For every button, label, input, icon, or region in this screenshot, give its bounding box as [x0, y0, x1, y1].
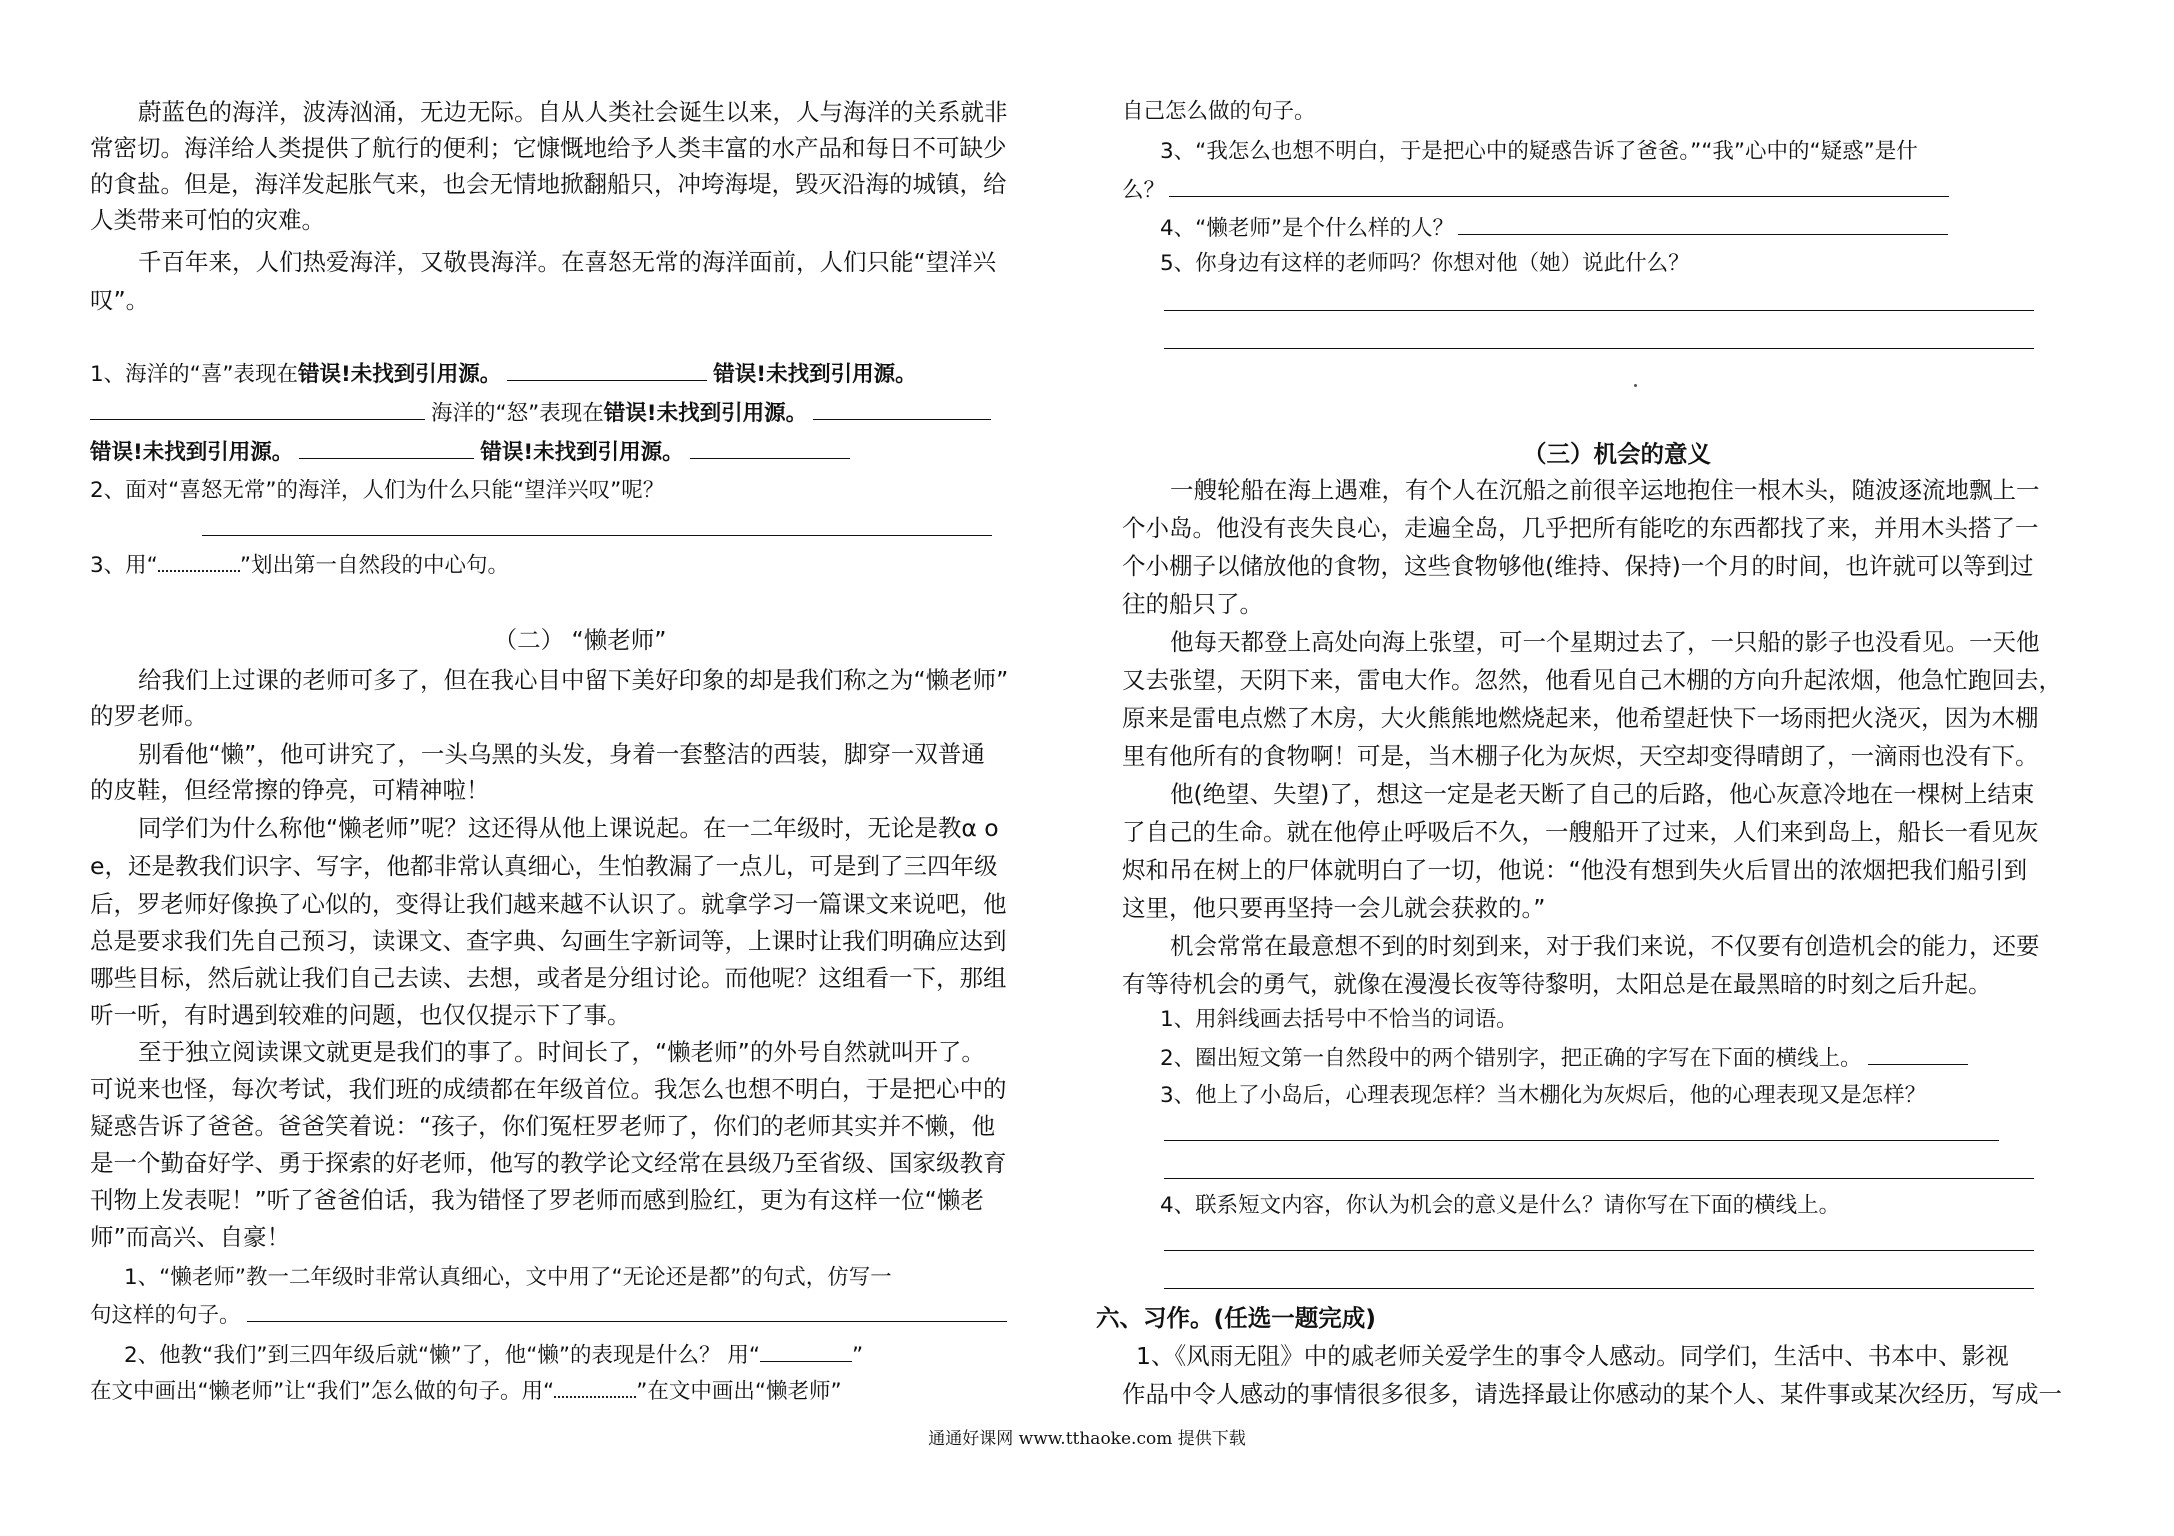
- passage2-line: 哪些目标，然后就让我们自己去读、去想，或者是分组讨论。而他呢？这组看一下，那组: [90, 964, 1007, 992]
- passage3-line: 一艘轮船在海上遇难，有个人在沉船之前很辛运地抱住一根木头，随波逐流地飘上一: [1170, 476, 2040, 504]
- passage3-line: 这里，他只要再坚持一会儿就会获救的。”: [1122, 894, 1546, 922]
- question-3: 3、“我怎么也想不明白，于是把心中的疑惑告诉了爸爸。”“我”心中的“疑惑”是什: [1160, 139, 1918, 164]
- passage1-line: 千百年来，人们热爱海洋，又敬畏海洋。在喜怒无常的海洋面前，人们只能“望洋兴: [138, 248, 997, 276]
- passage3-line: 里有他所有的食物啊！可是，当木棚子化为灰烬，天空却变得晴朗了，一滴雨也没有下。: [1122, 742, 2039, 770]
- question-text: ”在文中画出“懒老师”: [636, 1379, 842, 1404]
- question-text: 2、圈出短文第一自然段中的两个错别字，把正确的字写在下面的横线上。: [1160, 1046, 1862, 1071]
- passage2-line: 别看他“懒”，他可讲究了，一头乌黑的头发，身着一套整洁的西装，脚穿一双普通: [138, 740, 985, 768]
- question-1-text: 1、海洋的“喜”表现在: [90, 362, 298, 387]
- passage3-line: 个小岛。他没有丧失良心，走遍全岛，几乎把所有能吃的东西都找了来，并用木头搭了一: [1122, 514, 2039, 542]
- stray-dot: [1634, 384, 1637, 387]
- answer-blank[interactable]: [690, 432, 850, 459]
- answer-line[interactable]: [1164, 1288, 2034, 1289]
- passage2-line: 至于独立阅读课文就更是我们的事了。时间长了，“懒老师”的外号自然就叫开了。: [138, 1038, 985, 1066]
- error-text: 错误!未找到引用源。: [297, 362, 502, 387]
- passage2-line: 刊物上发表呢！”听了爸爸伯话，我为错怪了罗老师而感到脸红，更为有这样一位“懒老: [90, 1186, 984, 1214]
- passage3-line: 又去张望，天阴下来，雷电大作。忽然，他看见自己木棚的方向升起浓烟，他急忙跑回去，: [1122, 666, 2062, 694]
- passage1-line: 的食盐。但是，海洋发起胀气来，也会无情地掀翻船只，冲垮海堤，毁灭沿海的城镇，给: [90, 170, 1007, 198]
- passage2-line: 的罗老师。: [90, 702, 208, 730]
- passage2-line: 给我们上过课的老师可多了，但在我心目中留下美好印象的却是我们称之为“懒老师”: [138, 666, 1009, 694]
- passage3-line: 他每天都登上高处向海上张望，可一个星期过去了，一只船的影子也没看见。一天他: [1170, 628, 2040, 656]
- question-2: 2、面对“喜怒无常”的海洋，人们为什么只能“望洋兴叹”呢？: [90, 478, 665, 503]
- passage2-line: e，还是教我们识字、写字，他都非常认真细心，生怕教漏了一点儿，可是到了三四年级: [90, 852, 998, 880]
- answer-blank[interactable]: [299, 432, 474, 459]
- question-3: [90, 546, 509, 586]
- passage2-line: 听一听，有时遇到较难的问题，也仅仅提示下了事。: [90, 1001, 631, 1029]
- error-text: 错误!未找到引用源。: [90, 440, 294, 465]
- question-1-cont: [90, 393, 991, 434]
- passage3-line: 原来是雷电点燃了木房，大火熊熊地燃烧起来，他希望赶快下一场雨把火浇灭，因为木棚: [1122, 704, 2039, 732]
- question-2-2-cont: [90, 1372, 842, 1412]
- answer-line[interactable]: [1164, 1178, 2034, 1179]
- passage2-line: 同学们为什么称他“懒老师”呢？这还得从他上课说起。在一二年级时，无论是教α o: [138, 814, 999, 842]
- passage1-line: 人类带来可怕的灾难。: [90, 206, 325, 234]
- essay-line: 1、《风雨无阻》中的戚老师关爱学生的事令人感动。同学们，生活中、书本中、影视: [1136, 1342, 2009, 1370]
- question-text: 么？: [1122, 178, 1166, 203]
- question-1-cont: [90, 432, 850, 473]
- passage2-line: 的皮鞋，但经常擦的铮亮，可精神啦！: [90, 776, 490, 804]
- question-2-1: 1、“懒老师”教一二年级时非常认真细心，文中用了“无论还是都”的句式，仿写一: [124, 1265, 892, 1290]
- answer-line[interactable]: [1164, 1140, 1999, 1141]
- question-text: 2、他教“我们”到三四年级后就“懒”了，他“懒”的表现是什么？ 用“: [124, 1343, 760, 1368]
- page-footer: 通通好课网 www.tthaoke.com 提供下载: [928, 1429, 1246, 1449]
- question-text: ”: [852, 1343, 864, 1368]
- passage3-line: 机会常常在最意想不到的时刻到来，对于我们来说，不仅要有创造机会的能力，还要: [1170, 932, 2040, 960]
- answer-line[interactable]: [202, 535, 992, 536]
- error-text: 错误!未找到引用源。: [603, 401, 808, 426]
- section2-title: （二） “懒老师”: [493, 626, 667, 654]
- answer-line[interactable]: [1164, 1250, 2034, 1251]
- passage3-line: 个小棚子以储放他的食物，这些食物够他(维持、保持)一个月的时间，也许就可以等到过: [1122, 552, 2034, 580]
- answer-blank[interactable]: [1458, 208, 1948, 235]
- question-3-3: 3、他上了小岛后，心理表现怎样？当木棚化为灰烬后，他的心理表现又是怎样？: [1160, 1083, 1927, 1108]
- passage2-line: 后，罗老师好像换了心似的，变得让我们越来越不认识了。就拿学习一篇课文来说吧，他: [90, 890, 1007, 918]
- passage3-line: 了自己的生命。就在他停止呼吸后不久，一艘船开了过来，人们来到岛上，船长一看见灰: [1122, 818, 2039, 846]
- answer-blank[interactable]: [1169, 170, 1949, 197]
- passage2-line: 可说来也怪，每次考试，我们班的成绩都在年级首位。我怎么也想不明白，于是把心中的: [90, 1075, 1007, 1103]
- wavy-underline-sample: [554, 1374, 636, 1398]
- passage1-line: 叹”。: [90, 286, 150, 314]
- question-3-text: ”划出第一自然段的中心句。: [239, 553, 509, 578]
- passage3-line: 烬和吊在树上的尸体就明白了一切，他说：“他没有想到失火后冒出的浓烟把我们船引到: [1122, 856, 2028, 884]
- question-text: 句这样的句子。: [90, 1303, 241, 1328]
- answer-line[interactable]: [1164, 348, 2034, 349]
- answer-blank[interactable]: [1868, 1038, 1968, 1065]
- error-text: 错误!未找到引用源。: [480, 440, 684, 465]
- question-5: 5、你身边有这样的老师吗？你想对他（她）说此什么？: [1160, 251, 1690, 276]
- wavy-underline-sample: [158, 548, 240, 572]
- question-cont: 自己怎么做的句子。: [1122, 99, 1316, 124]
- passage3-line: 他(绝望、失望)了，想这一定是老天断了自己的后路，他心灰意冷地在一棵树上结束: [1170, 780, 2035, 808]
- answer-blank[interactable]: [247, 1295, 1007, 1322]
- section3-title: （三）机会的意义: [1523, 440, 1711, 468]
- passage2-line: 是一个勤奋好学、勇于探索的好老师，他写的教学论文经常在县级乃至省级、国家级教育: [90, 1149, 1007, 1177]
- answer-blank[interactable]: [90, 393, 425, 420]
- passage1-line: 常密切。海洋给人类提供了航行的便利；它慷慨地给予人类丰富的水产品和每日不可缺少: [90, 134, 1007, 162]
- question-3-cont: [1122, 170, 1949, 211]
- anger-text: 海洋的“怒”表现在: [431, 401, 604, 426]
- question-3-2: [1160, 1038, 1968, 1079]
- answer-blank[interactable]: [507, 354, 707, 381]
- passage1-line: 蔚蓝色的海洋，波涛汹涌，无边无际。自从人类社会诞生以来，人与海洋的关系就非: [138, 98, 1008, 126]
- passage3-line: 往的船只了。: [1122, 590, 1263, 618]
- passage2-line: 疑惑告诉了爸爸。爸爸笑着说：“孩子，你们冤枉罗老师了，你们的老师其实并不懒，他: [90, 1112, 996, 1140]
- passage3-line: 有等待机会的勇气，就像在漫漫长夜等待黎明，太阳总是在最黑暗的时刻之后升起。: [1122, 970, 1992, 998]
- question-text: 在文中画出“懒老师”让“我们”怎么做的句子。用“: [90, 1379, 555, 1404]
- error-text: 错误!未找到引用源。: [713, 362, 917, 387]
- passage2-line: 总是要求我们先自己预习，读课文、查字典、勾画生字新词等，上课时让我们明确应达到: [90, 927, 1007, 955]
- question-text: 4、“懒老师”是个什么样的人？: [1160, 216, 1454, 241]
- straight-underline-sample: [760, 1335, 852, 1362]
- essay-line: 作品中令人感动的事情很多很多，请选择最让你感动的某个人、某件事或某次经历，写成一: [1122, 1380, 2062, 1408]
- answer-line[interactable]: [1164, 310, 2034, 311]
- question-1: [90, 354, 917, 395]
- question-3-text: 3、用“: [90, 553, 158, 578]
- passage2-line: 师”而高兴、自豪！: [90, 1223, 291, 1251]
- section6-title: 六、习作。(任选一题完成): [1096, 1304, 1376, 1332]
- question-2-1-cont: [90, 1295, 1007, 1336]
- question-4: [1160, 208, 1948, 249]
- question-3-4: 4、联系短文内容，你认为机会的意义是什么？请你写在下面的横线上。: [1160, 1193, 1841, 1218]
- answer-blank[interactable]: [813, 393, 991, 420]
- question-3-1: 1、用斜线画去括号中不恰当的词语。: [1160, 1007, 1518, 1032]
- question-2-2: [124, 1335, 863, 1376]
